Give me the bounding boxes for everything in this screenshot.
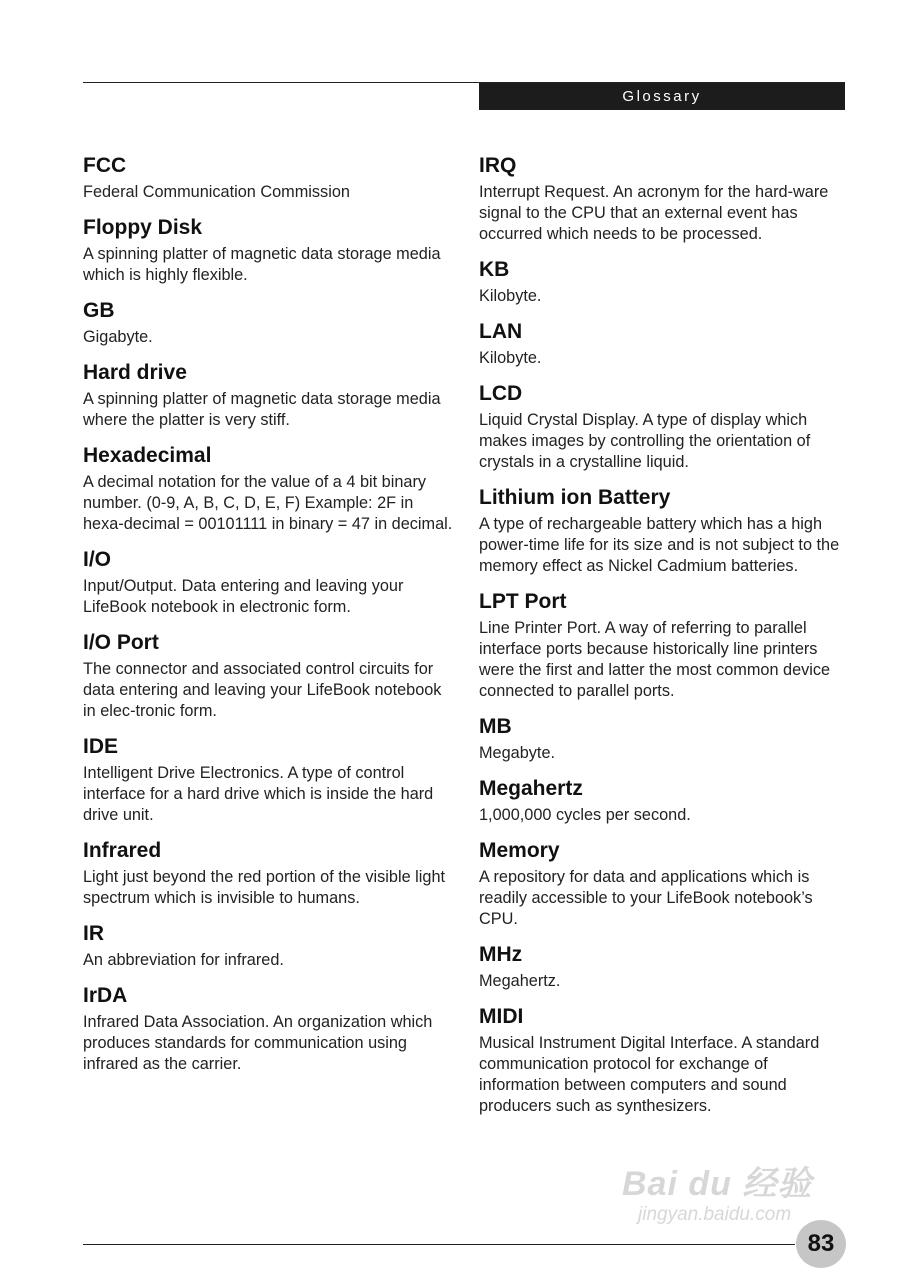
glossary-term: Memory — [479, 839, 560, 862]
glossary-entry — [83, 733, 458, 826]
glossary-entry — [479, 713, 849, 764]
glossary-term: IDE — [83, 735, 119, 758]
glossary-entry — [479, 1003, 849, 1117]
glossary-definition: A spinning platter of magnetic data storage media which is highly flexible. — [83, 245, 441, 284]
glossary-term: I/O — [83, 548, 112, 571]
glossary-term: FCC — [83, 154, 127, 177]
glossary-definition: Liquid Crystal Display. A type of display which makes images by controlling the orientation of crystals in a crystalline liquid. — [479, 411, 811, 471]
glossary-term: LPT Port — [479, 590, 567, 613]
glossary-definition: Line Printer Port. A way of referring to parallel interface ports because historically line printers were the first and latter the most common device connected to parallel ports. — [479, 619, 831, 700]
glossary-entry — [83, 837, 458, 909]
glossary-term: Lithium ion Battery — [479, 486, 671, 509]
glossary-entry — [479, 318, 849, 369]
glossary-entry — [479, 588, 849, 702]
glossary-entry — [479, 380, 849, 473]
glossary-definition: A repository for data and applications which is readily accessible to your LifeBook notebook’s CPU. — [479, 868, 813, 928]
glossary-definition: Megabyte. — [479, 744, 556, 762]
section-title: Glossary — [622, 88, 702, 105]
footer-rule — [83, 1244, 795, 1245]
glossary-entry — [83, 297, 458, 348]
glossary-column-right — [479, 152, 849, 1128]
glossary-term: IRQ — [479, 154, 517, 177]
glossary-definition: Musical Instrument Digital Interface. A standard communication protocol for exchange of information between computers and sound producers such as synthesizers. — [479, 1034, 820, 1115]
glossary-term: MIDI — [479, 1005, 524, 1028]
glossary-term: Floppy Disk — [83, 216, 203, 239]
glossary-term: KB — [479, 258, 510, 281]
glossary-term: Infrared — [83, 839, 162, 862]
glossary-entry — [479, 837, 849, 930]
glossary-term: IrDA — [83, 984, 128, 1007]
glossary-term: Megahertz — [479, 777, 583, 800]
page-number: 83 — [807, 1230, 835, 1257]
glossary-entry — [479, 484, 849, 577]
glossary-entry — [83, 629, 458, 722]
watermark-url: jingyan.baidu.com — [638, 1204, 792, 1225]
glossary-definition: 1,000,000 cycles per second. — [479, 806, 691, 824]
glossary-entry — [83, 920, 458, 971]
glossary-column-left — [83, 152, 458, 1086]
glossary-term: MB — [479, 715, 512, 738]
glossary-definition: Light just beyond the red portion of the visible light spectrum which is invisible to humans. — [83, 868, 446, 907]
glossary-term: GB — [83, 299, 115, 322]
glossary-definition: Megahertz. — [479, 972, 561, 990]
glossary-definition: Interrupt Request. An acronym for the hard-ware signal to the CPU that an external event has occurred which needs to be processed. — [479, 183, 829, 243]
glossary-entry — [83, 982, 458, 1075]
glossary-definition: Input/Output. Data entering and leaving your LifeBook notebook in electronic form. — [83, 577, 404, 616]
page-number-badge — [796, 1220, 846, 1268]
glossary-term: LAN — [479, 320, 523, 343]
glossary-definition: A spinning platter of magnetic data storage media where the platter is very stiff. — [83, 390, 441, 429]
glossary-definition: The connector and associated control circuits for data entering and leaving your LifeBook notebook in elec-tronic form. — [83, 660, 442, 720]
glossary-entry — [83, 214, 458, 286]
glossary-definition: Infrared Data Association. An organization which produces standards for communication using infrared as the carrier. — [83, 1013, 433, 1073]
glossary-entry — [479, 256, 849, 307]
glossary-definition: A type of rechargeable battery which has a high power-time life for its size and is not subject to the memory effect as Nickel Cadmium batteries. — [479, 515, 840, 575]
section-header — [479, 83, 845, 110]
glossary-definition: Gigabyte. — [83, 328, 153, 346]
glossary-definition: Intelligent Drive Electronics. A type of control interface for a hard drive which is inside the hard drive unit. — [83, 764, 434, 824]
glossary-definition: Kilobyte. — [479, 349, 542, 367]
glossary-definition: Federal Communication Commission — [83, 183, 350, 201]
glossary-definition: A decimal notation for the value of a 4 bit binary number. (0-9, A, B, C, D, E, F) Example: 2F in hexa-decimal = 00101111 in binary = 47 in decimal. — [83, 473, 453, 533]
glossary-term: I/O Port — [83, 631, 159, 654]
glossary-term: IR — [83, 922, 104, 945]
glossary-definition: Kilobyte. — [479, 287, 542, 305]
glossary-entry — [479, 775, 849, 826]
glossary-entry — [83, 442, 458, 535]
glossary-entry — [83, 359, 458, 431]
glossary-term: LCD — [479, 382, 523, 405]
glossary-entry — [83, 546, 458, 618]
glossary-term: MHz — [479, 943, 523, 966]
glossary-term: Hexadecimal — [83, 444, 212, 467]
glossary-entry — [83, 152, 458, 203]
glossary-term: Hard drive — [83, 361, 187, 384]
glossary-entry — [479, 941, 849, 992]
watermark-brand: Bai du 经验 — [622, 1165, 813, 1203]
glossary-definition: An abbreviation for infrared. — [83, 951, 284, 969]
glossary-entry — [479, 152, 849, 245]
